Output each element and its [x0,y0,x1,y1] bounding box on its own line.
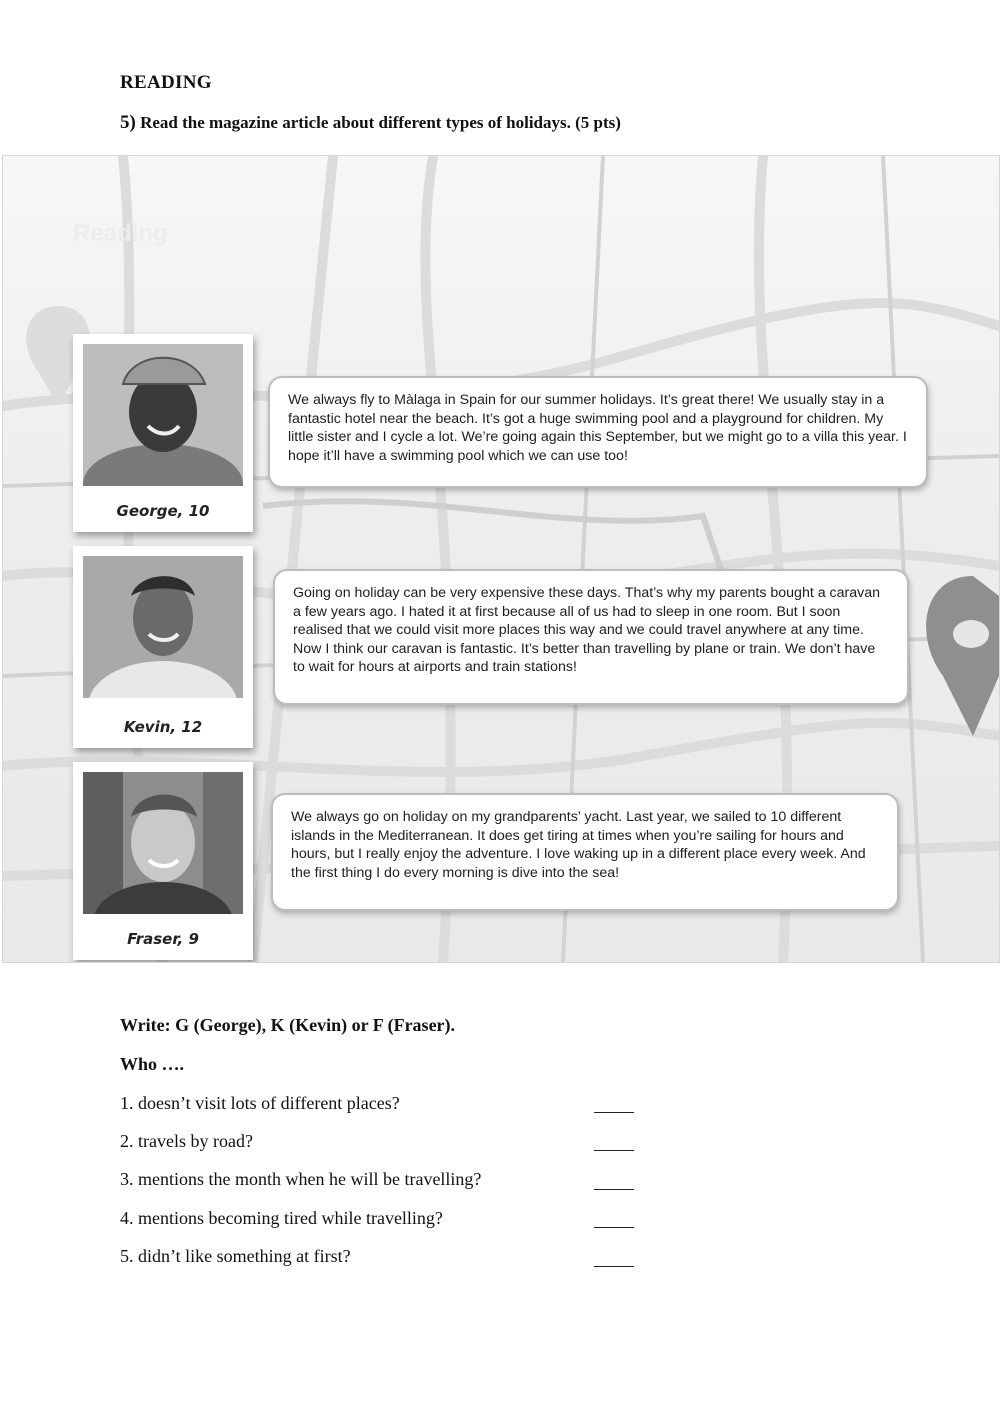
photo-kevin [83,556,243,698]
map-pin-icon [926,576,999,736]
question-4: 4. mentions becoming tired while travelling? [120,1208,443,1228]
bubble-kevin: Going on holiday can be very expensive these days. That’s why my parents bought a caravan a few years ago. I hated it at first because all of us had to sleep in one room. But I soon realised that we could visit more places this way and we could travel anywhere at any time. Now I think our caravan is fantastic. It’s better than travelling by plane or train. We don’t have to wait for hours at airports and train stations! [273,569,909,705]
question-1: 1. doesn’t visit lots of different places? [120,1093,400,1113]
task-instruction [120,112,621,134]
article-panel [2,155,1000,963]
answer-blank-1[interactable] [594,1112,634,1113]
answer-blank-4[interactable] [594,1227,634,1228]
caption-kevin: Kevin, 12 [123,718,203,736]
answer-blank-5[interactable] [594,1266,634,1267]
photo-card-george [73,334,253,532]
question-2: 2. travels by road? [120,1131,253,1151]
answer-blank-3[interactable] [594,1189,634,1190]
bubble-fraser: We always go on holiday on my grandparents’ yacht. Last year, we sailed to 10 different islands in the Mediterranean. It does get tiring at times when you’re sailing for hours and hours, but I really enjoy the adventure. I love waking up in a different place every week. And the first thing I do every morning is dive into the sea! [271,793,899,911]
task-instruction-text: Read the magazine article about different types of holidays. (5 pts) [140,113,621,132]
photo-card-fraser [73,762,253,960]
section-heading: READING [120,72,212,93]
task-number: 5) [120,112,136,133]
caption-george: George, 10 [116,502,210,520]
photo-card-kevin [73,546,253,748]
question-5: 5. didn’t like something at first? [120,1246,351,1266]
watermark-text: Reading [73,220,168,247]
photo-george [83,344,243,486]
exercise-instruction: Write: G (George), K (Kevin) or F (Fraser). [120,1015,456,1035]
bubble-george: We always fly to Màlaga in Spain for our summer holidays. It’s great there! We usually stay in a fantastic hotel near the beach. It’s got a huge swimming pool and a playground for children. My little sister and I cycle a lot. We’re going again this September, but we might go to a villa this year. I hope it’ll have a swimming pool which we can use too! [268,376,928,488]
photo-fraser [83,772,243,914]
exercise-prompt: Who …. [120,1054,185,1074]
caption-fraser: Fraser, 9 [127,930,199,948]
answer-blank-2[interactable] [594,1150,634,1151]
question-3: 3. mentions the month when he will be travelling? [120,1169,482,1189]
